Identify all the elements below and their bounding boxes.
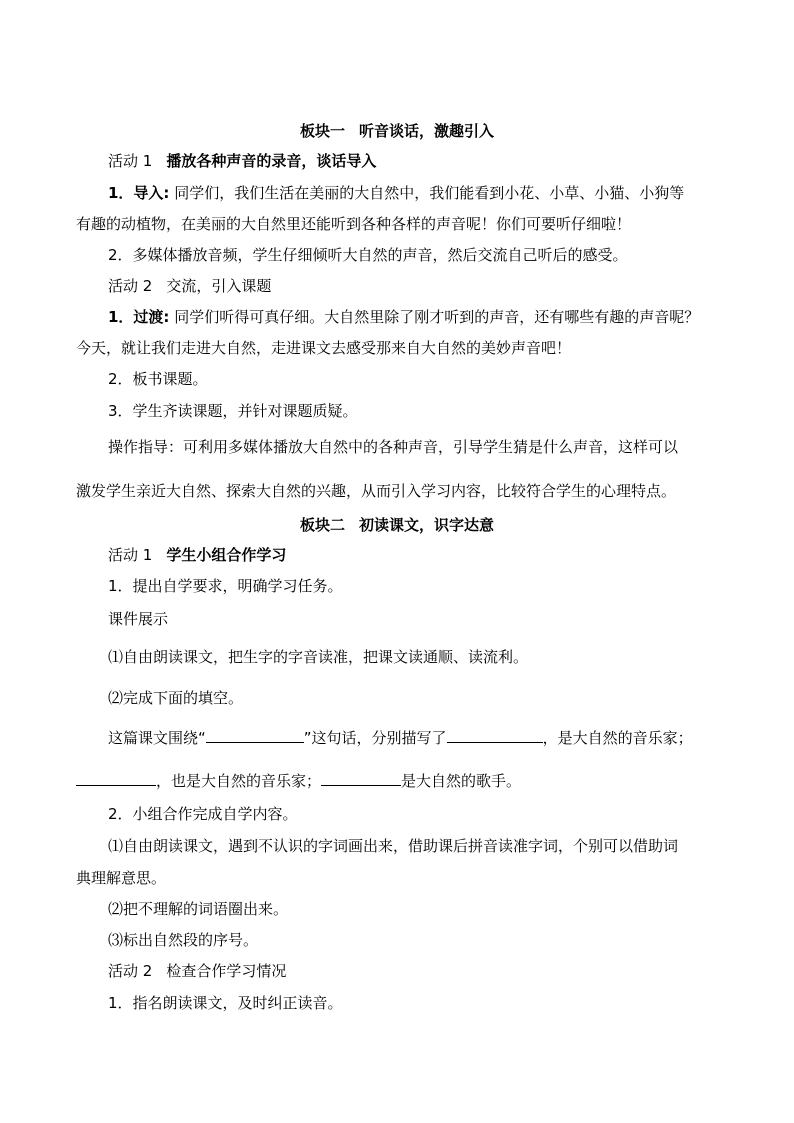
fill-blank-2[interactable] <box>447 728 543 743</box>
section2-title-text: 初读课文，识字达意 <box>359 516 495 534</box>
fill-text-e: 是大自然的歌手。 <box>401 772 522 790</box>
s1-p1-label: 1．导入: <box>108 184 170 202</box>
s2-step-1-cont: 典理解意思。 <box>76 869 167 887</box>
s1-paragraph-3-cont: 今天，就让我们走进大自然，走进课文去感受那来自大自然的美妙声音吧！ <box>76 339 572 357</box>
s1-activity1-title: 播放各种声音的录音，谈话导入 <box>166 152 377 170</box>
s2-activity1-title: 学生小组合作学习 <box>166 546 287 564</box>
section1-title-label: 板块一 <box>299 122 345 140</box>
s2-step-3: ⑶标出自然段的序号。 <box>108 931 259 949</box>
fill-text-d: ，也是大自然的音乐家； <box>156 772 322 790</box>
fill-text-c: ，是大自然的音乐家； <box>542 729 693 747</box>
s2-activity2-num: 活动 2 <box>108 962 153 980</box>
s1-paragraph-1 <box>108 183 684 203</box>
s1-paragraph-2: 2．多媒体播放音频，学生仔细倾听大自然的声音，然后交流自己听后的感受。 <box>108 246 628 264</box>
s2-courseware-label: 课件展示 <box>108 610 169 628</box>
s1-guide-line-1: 操作指导：可利用多媒体播放大自然中的各种声音，引导学生猜是什么声音，这样可以 <box>108 438 679 456</box>
fill-blank-1[interactable] <box>206 728 304 743</box>
s1-p3-label: 1．过渡: <box>108 308 170 326</box>
s2-step-2: ⑵把不理解的词语圈出来。 <box>108 900 289 918</box>
s1-activity2-heading <box>108 276 271 296</box>
s2-courseware-item-2: ⑵完成下面的填空。 <box>108 689 244 707</box>
fill-text-b: ”这句话，分别描写了 <box>303 729 447 747</box>
s2-paragraph-2: 2．小组合作完成自学内容。 <box>108 805 298 823</box>
section1-title-text: 听音谈话，激趣引入 <box>359 122 495 140</box>
s2-activity2-heading <box>108 961 286 981</box>
s1-paragraph-3 <box>108 307 699 327</box>
fill-blank-4[interactable] <box>321 771 401 786</box>
section2-title-label: 板块二 <box>299 516 345 534</box>
s2-fill-line-2 <box>76 771 521 791</box>
s1-paragraph-5: 3．学生齐读课题，并针对课题质疑。 <box>108 402 358 420</box>
s1-paragraph-1-cont: 有趣的动植物，在美丽的大自然里还能听到各种各样的声音呢！你们可要听仔细啦！ <box>76 215 632 233</box>
s1-paragraph-4: 2．板书课题。 <box>108 370 208 388</box>
s1-activity1-heading <box>108 151 376 171</box>
s2-paragraph-1: 1．提出自学要求，明确学习任务。 <box>108 577 343 595</box>
s1-guide-line-2: 激发学生亲近大自然、探索大自然的兴趣，从而引入学习内容，比较符合学生的心理特点。 <box>76 482 677 500</box>
s2-fill-line-1 <box>108 728 693 748</box>
s1-activity2-title: 交流，引入课题 <box>166 277 272 295</box>
s1-activity1-num: 活动 1 <box>108 152 153 170</box>
s2-activity2-title: 检查合作学习情况 <box>166 962 287 980</box>
section1-title <box>0 121 794 141</box>
s2-activity1-num: 活动 1 <box>108 546 153 564</box>
fill-blank-3[interactable] <box>76 771 156 786</box>
s2-activity1-heading <box>108 545 286 565</box>
s1-activity2-num: 活动 2 <box>108 277 153 295</box>
section2-title <box>0 515 794 535</box>
s1-p1-text: 同学们，我们生活在美丽的大自然中，我们能看到小花、小草、小猫、小狗等 <box>169 184 685 202</box>
s2-step-1: ⑴自由朗读课文，遇到不认识的字词画出来，借助课后拼音读准字词，个别可以借助词 <box>108 837 679 855</box>
fill-text-a: 这篇课文围绕“ <box>108 729 206 747</box>
s2-paragraph-3: 1．指名朗读课文，及时纠正读音。 <box>108 994 343 1012</box>
s2-courseware-item-1: ⑴自由朗读课文，把生字的字音读准，把课文读通顺、读流利。 <box>108 648 529 666</box>
s1-p3-text: 同学们听得可真仔细。大自然里除了刚才听到的声音，还有哪些有趣的声音呢？ <box>169 308 700 326</box>
